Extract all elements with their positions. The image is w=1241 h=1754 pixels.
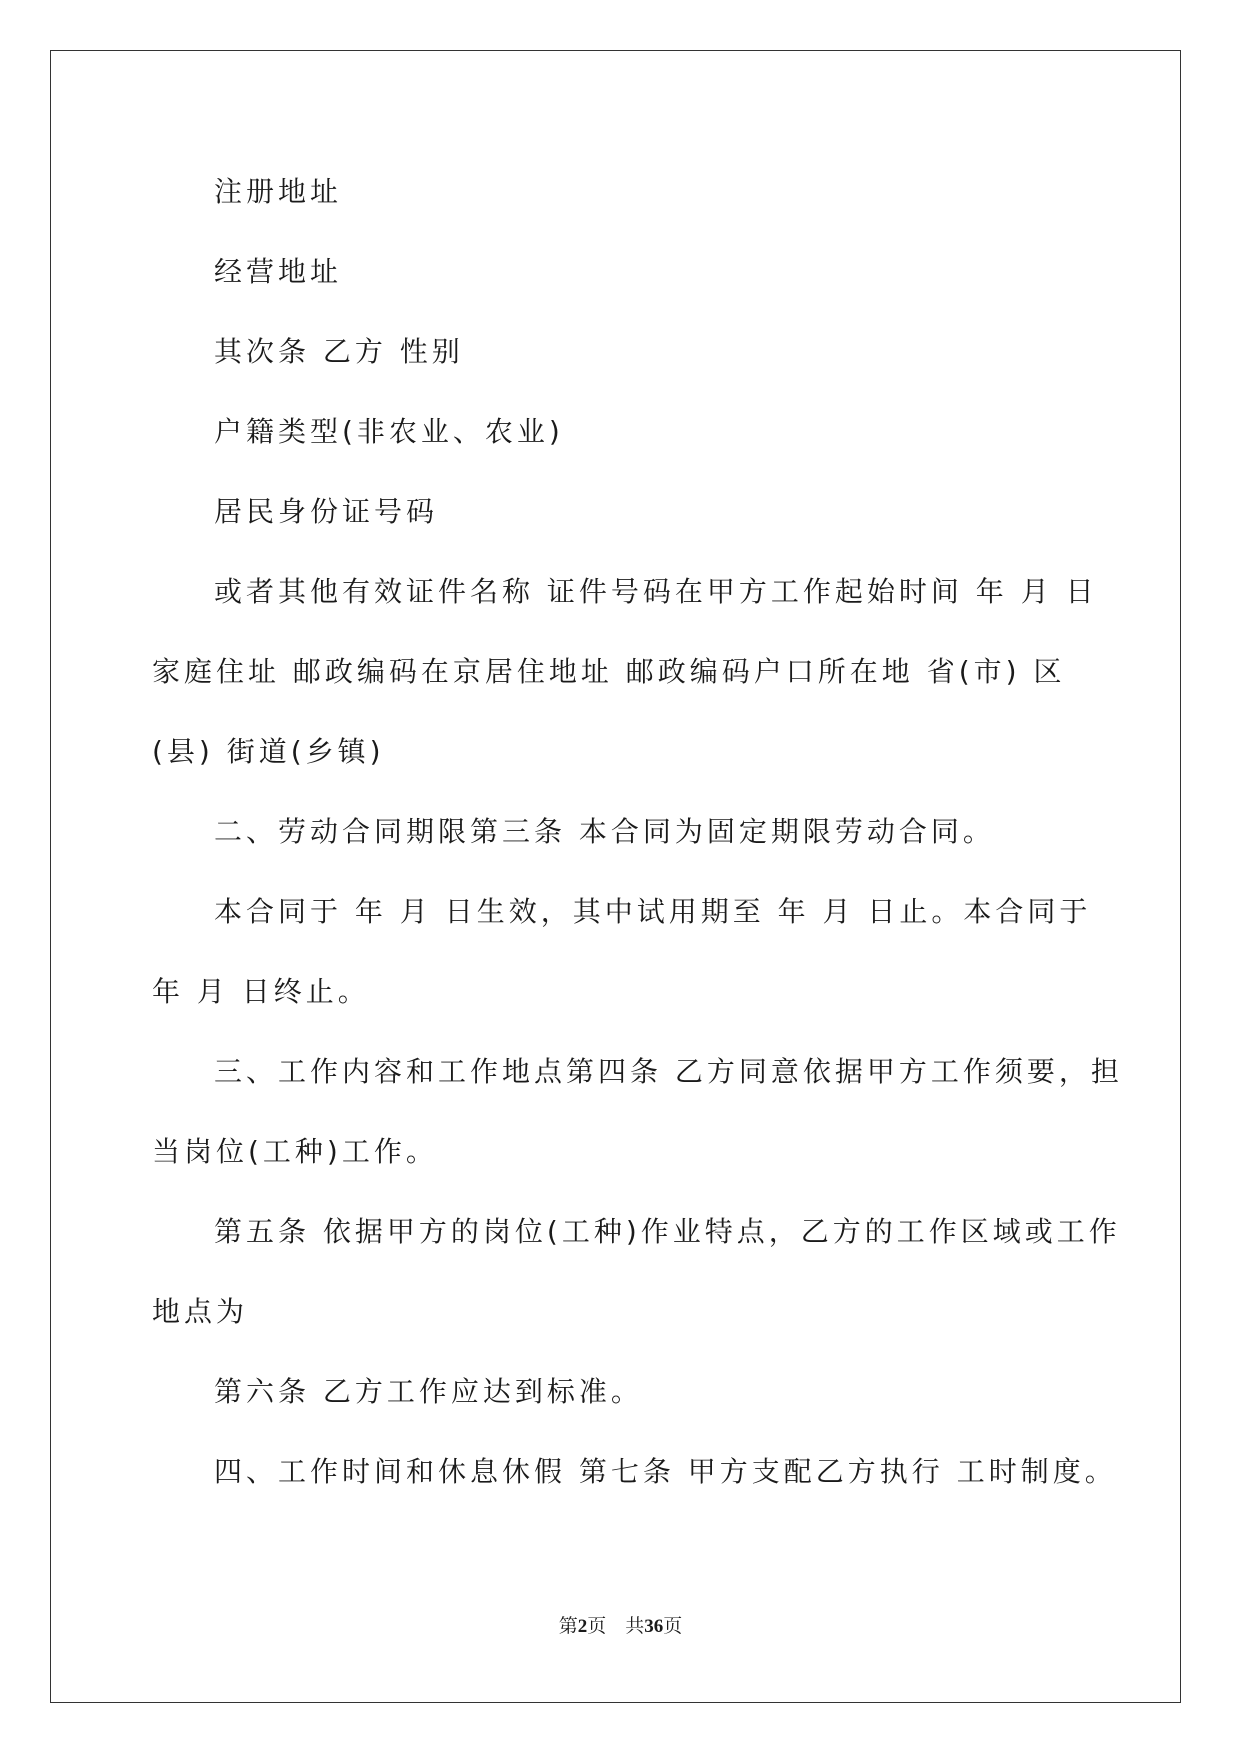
text-line-termination-date: 年 月 日终止。: [152, 975, 370, 1008]
text-line-contract-term-heading: 二、劳动合同期限第三条 本合同为固定期限劳动合同。: [214, 815, 995, 848]
text-line-id-number: 居民身份证号码: [214, 495, 439, 528]
text-line-party-b-gender: 其次条 乙方 性别: [214, 335, 464, 368]
footer-page-prefix: 第: [558, 1615, 578, 1637]
text-line-home-address: 家庭住址 邮政编码在京居住地址 邮政编码户口所在地 省(市) 区: [152, 655, 1066, 688]
text-line-effective-date: 本合同于 年 月 日生效，其中试用期至 年 月 日止。本合同于: [214, 895, 1092, 928]
text-line-registered-address: 注册地址: [214, 175, 343, 208]
text-line-household-type: 户籍类型(非农业、农业): [214, 415, 564, 448]
text-line-working-hours-heading: 四、工作时间和休息休假 第七条 甲方支配乙方执行 工时制度。: [214, 1455, 1117, 1488]
footer-page-number: 2: [577, 1616, 588, 1637]
text-line-county-street: (县) 街道(乡镇): [152, 735, 385, 768]
text-line-work-content-heading: 三、工作内容和工作地点第四条 乙方同意依据甲方工作须要，担: [214, 1055, 1123, 1088]
footer-page-suffix: 页: [663, 1615, 683, 1637]
page-footer: [0, 1614, 1241, 1639]
text-line-business-address: 经营地址: [214, 255, 343, 288]
text-line-article-five: 第五条 依据甲方的岗位(工种)作业特点，乙方的工作区域或工作: [214, 1215, 1121, 1248]
text-line-position: 当岗位(工种)工作。: [152, 1135, 438, 1168]
text-line-other-id: 或者其他有效证件名称 证件号码在甲方工作起始时间 年 月 日: [214, 575, 1098, 608]
footer-page-mid: 页 共: [587, 1615, 645, 1637]
footer-total-pages: 36: [644, 1616, 664, 1637]
text-line-article-six: 第六条 乙方工作应达到标准。: [214, 1375, 643, 1408]
text-line-work-location: 地点为: [152, 1295, 249, 1328]
